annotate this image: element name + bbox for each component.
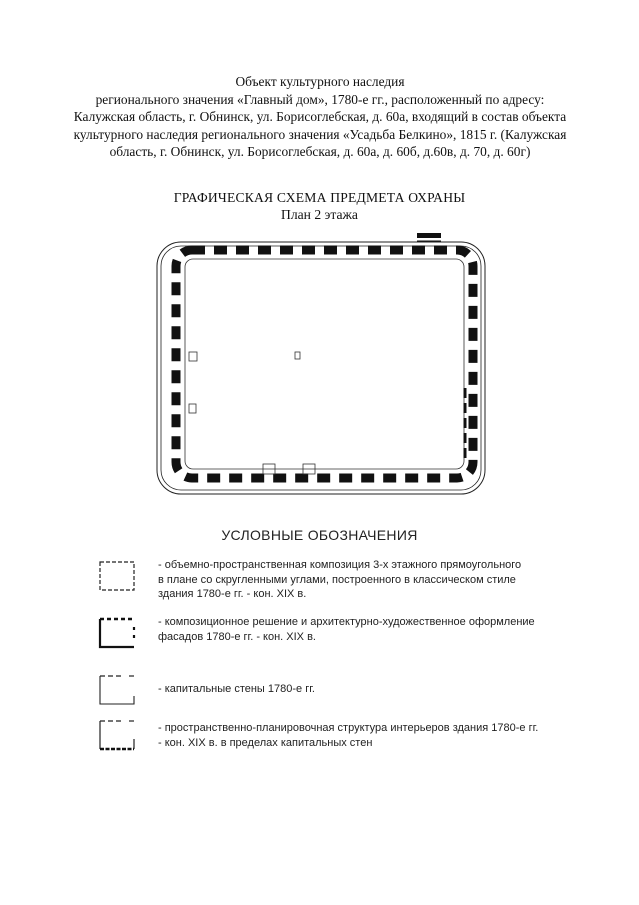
legend-line: - объемно-пространственная композиция 3-х этажного прямоугольного — [158, 559, 522, 571]
legend-symbol-dashed-bold-box — [97, 615, 141, 653]
legend-item — [97, 717, 597, 777]
legend-line: - кон. XIX в. в пределах капитальных стен — [158, 736, 373, 749]
plan-interior-mark — [189, 352, 197, 361]
header-line: культурного наследия регионального значения «Усадьба Белкино», 1815 г. (Калужская — [73, 126, 567, 142]
legend-line: - пространственно-планировочная структура интерьеров здания 1780-е гг. — [158, 722, 539, 734]
legend-title: УСЛОВНЫЕ ОБОЗНАЧЕНИЯ — [221, 527, 418, 543]
legend-symbol-dashed-open-box — [97, 672, 141, 710]
header-line: регионального значения «Главный дом», 1780-е гг., расположенный по адресу: — [95, 91, 545, 107]
scheme-title: ГРАФИЧЕСКАЯ СХЕМА ПРЕДМЕТА ОХРАНЫ — [173, 190, 466, 205]
legend-symbol-dashed-thin-box — [97, 558, 141, 596]
plan-wall-band — [176, 250, 473, 478]
legend-line: в плане со скругленными углами, построенного в классическом стиле — [158, 573, 516, 586]
floor-plan-drawing — [155, 228, 490, 498]
legend-line: фасадов 1780-е гг. - кон. XIX в. — [158, 630, 316, 643]
plan-outer-outline-inner — [161, 246, 481, 490]
legend-line: - капитальные стены 1780-е гг. — [158, 683, 315, 695]
legend-text — [158, 615, 598, 644]
plan-outer-outline — [157, 242, 485, 494]
header-line: область, г. Обнинск, ул. Борисоглебская, д. 60а, д. 60б, д.60в, д. 70, д. 60г) — [109, 144, 531, 159]
header-line: Калужская область, г. Обнинск, ул. Борисоглебская, д. 60а, входящий в состав объекта — [73, 109, 567, 124]
plan-interior-mark — [189, 404, 196, 413]
header-line: Объект культурного наследия — [235, 74, 405, 89]
legend-item — [97, 615, 597, 675]
document-header — [40, 73, 600, 161]
plan-interior-mark — [295, 352, 300, 359]
legend-line: - композиционное решение и архитектурно-художественное оформление — [158, 616, 535, 628]
plan-inner-line — [185, 259, 464, 469]
legend-text — [158, 558, 598, 602]
legend-text — [158, 721, 598, 750]
legend-text — [158, 682, 598, 697]
legend-item — [97, 558, 597, 618]
legend-symbol-dashed-open-box-thick-bottom — [97, 717, 141, 755]
scheme-subtitle: План 2 этажа — [281, 207, 358, 222]
legend-line: здания 1780-е гг. - кон. XIX в. — [158, 588, 307, 600]
plan-top-mark — [417, 233, 441, 238]
